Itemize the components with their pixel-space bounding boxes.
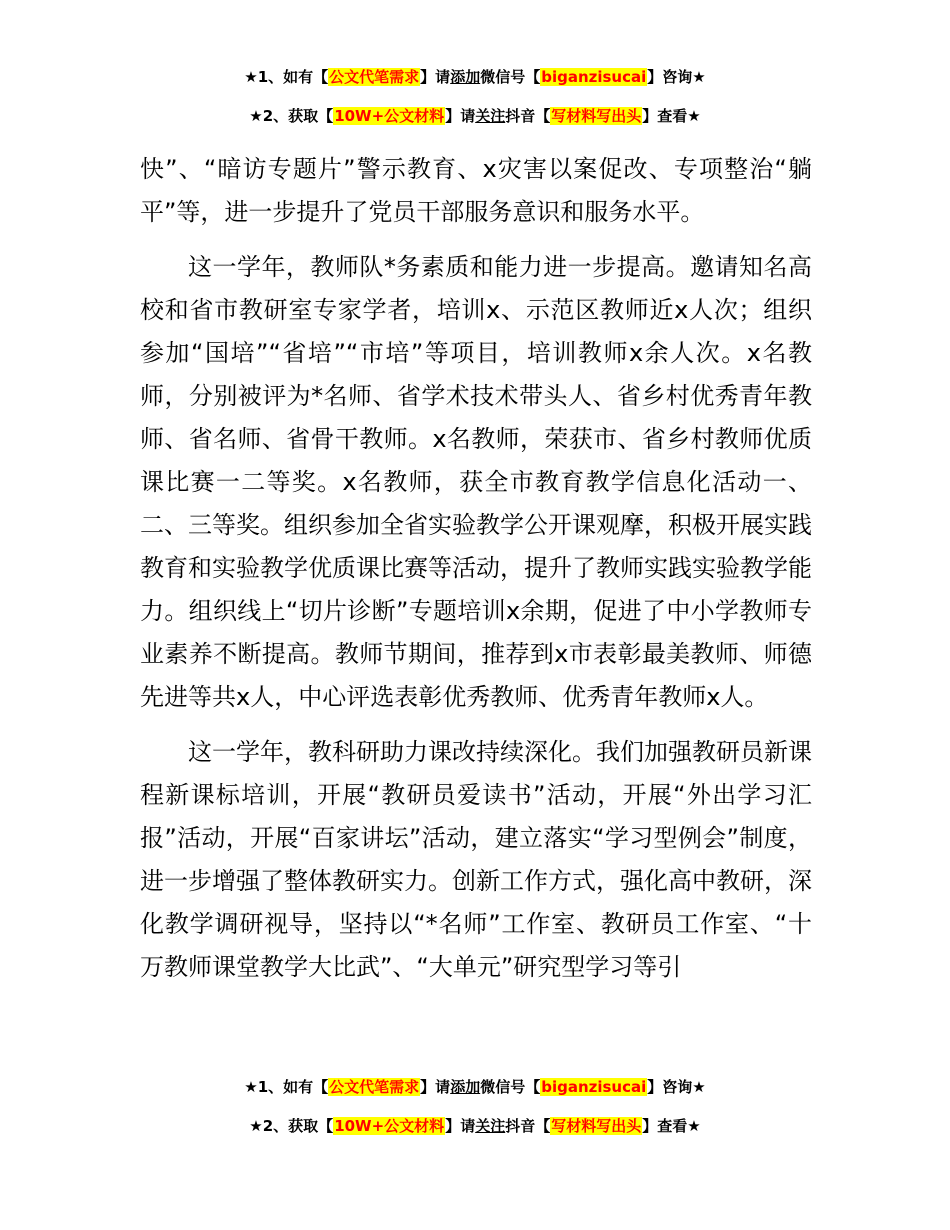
promo-text: 】咨询★ [647,1078,706,1096]
promo-text: 】查看★ [642,107,701,125]
paragraph-teacher-quality: 这一学年，教师队*务素质和能力进一步提高。邀请知名高校和省市教研室专家学者，培训x、示范区教师近x人次；组织参加“国培”“省培”“市培”等项目，培训教师x余人次。x名教师，分别被评为*名师、省学术技术带头人、省乡村优秀青年教师、省名师、省骨干教师。x名教师，荣获市、省乡村教师优质课比赛一二等奖。x名教师，获全市教育教学信息化活动一、二、三等奖。组织参加全省实验教学公开课观摩，积极开展实践教育和实验教学优质课比赛等活动，提升了教师实践实验教学能力。组织线上“切片诊断”专题培训x余期，促进了中小学教师专业素养不断提高。教师节期间，推荐到x市表彰最美教师、师德先进等共x人，中心评选表彰优秀教师、优秀青年教师x人。 [140,253,812,711]
promo-douyin-account: 写材料写出头 [551,1117,642,1135]
promo-highlight: 10W+公文材料 [334,1117,445,1135]
promo-highlight: 公文代笔需求 [329,1078,420,1096]
promo-highlight: 10W+公文材料 [334,107,445,125]
promo-text: 微信号【 [480,1078,541,1096]
paragraph-teaching-research: 这一学年，教科研助力课改持续深化。我们加强教研员新课程新课标培训，开展“教研员爱读书”活动，开展“外出学习汇报”活动，开展“百家讲坛”活动，建立落实“学习型例会”制度，进一步增强了整体教研实力。创新工作方式，强化高中教研，深化教学调研视导，坚持以“*名师”工作室、教研员工作室、“十万教师课堂教学大比武”、“大单元”研究型学习等引 [140,738,812,981]
promo-text: 抖音【 [505,107,551,125]
promo-highlight: 公文代笔需求 [329,68,420,86]
promo-text: 抖音【 [505,1117,551,1135]
promo-underlined: 添加 [450,1078,481,1096]
promo-text: 】请 [445,1117,476,1135]
footer-promo-line-2 [0,1115,950,1137]
promo-underlined: 关注 [475,107,506,125]
promo-text: 】咨询★ [647,68,706,86]
document-body [140,148,812,1001]
promo-text: 】查看★ [642,1117,701,1135]
promo-text: ★1、如有【 [244,68,329,86]
promo-underlined: 添加 [450,68,481,86]
promo-underlined: 关注 [475,1117,506,1135]
header-promo-line-2 [0,105,950,127]
promo-text: ★1、如有【 [244,1078,329,1096]
promo-douyin-account: 写材料写出头 [551,107,642,125]
promo-text: ★2、获取【 [249,1117,334,1135]
promo-text: 】请 [420,68,451,86]
promo-text: 】请 [445,107,476,125]
header-promo-line-1 [0,66,950,88]
promo-text: ★2、获取【 [249,107,334,125]
paragraph-continued: 快”、“暗访专题片”警示教育、x灾害以案促改、专项整治“躺平”等，进一步提升了党员干部服务意识和服务水平。 [140,155,812,226]
promo-text: 】请 [420,1078,451,1096]
footer-promo-line-1 [0,1076,950,1098]
promo-wechat-id: biganzisucai [541,1078,647,1096]
promo-text: 微信号【 [480,68,541,86]
promo-wechat-id: biganzisucai [541,68,647,86]
